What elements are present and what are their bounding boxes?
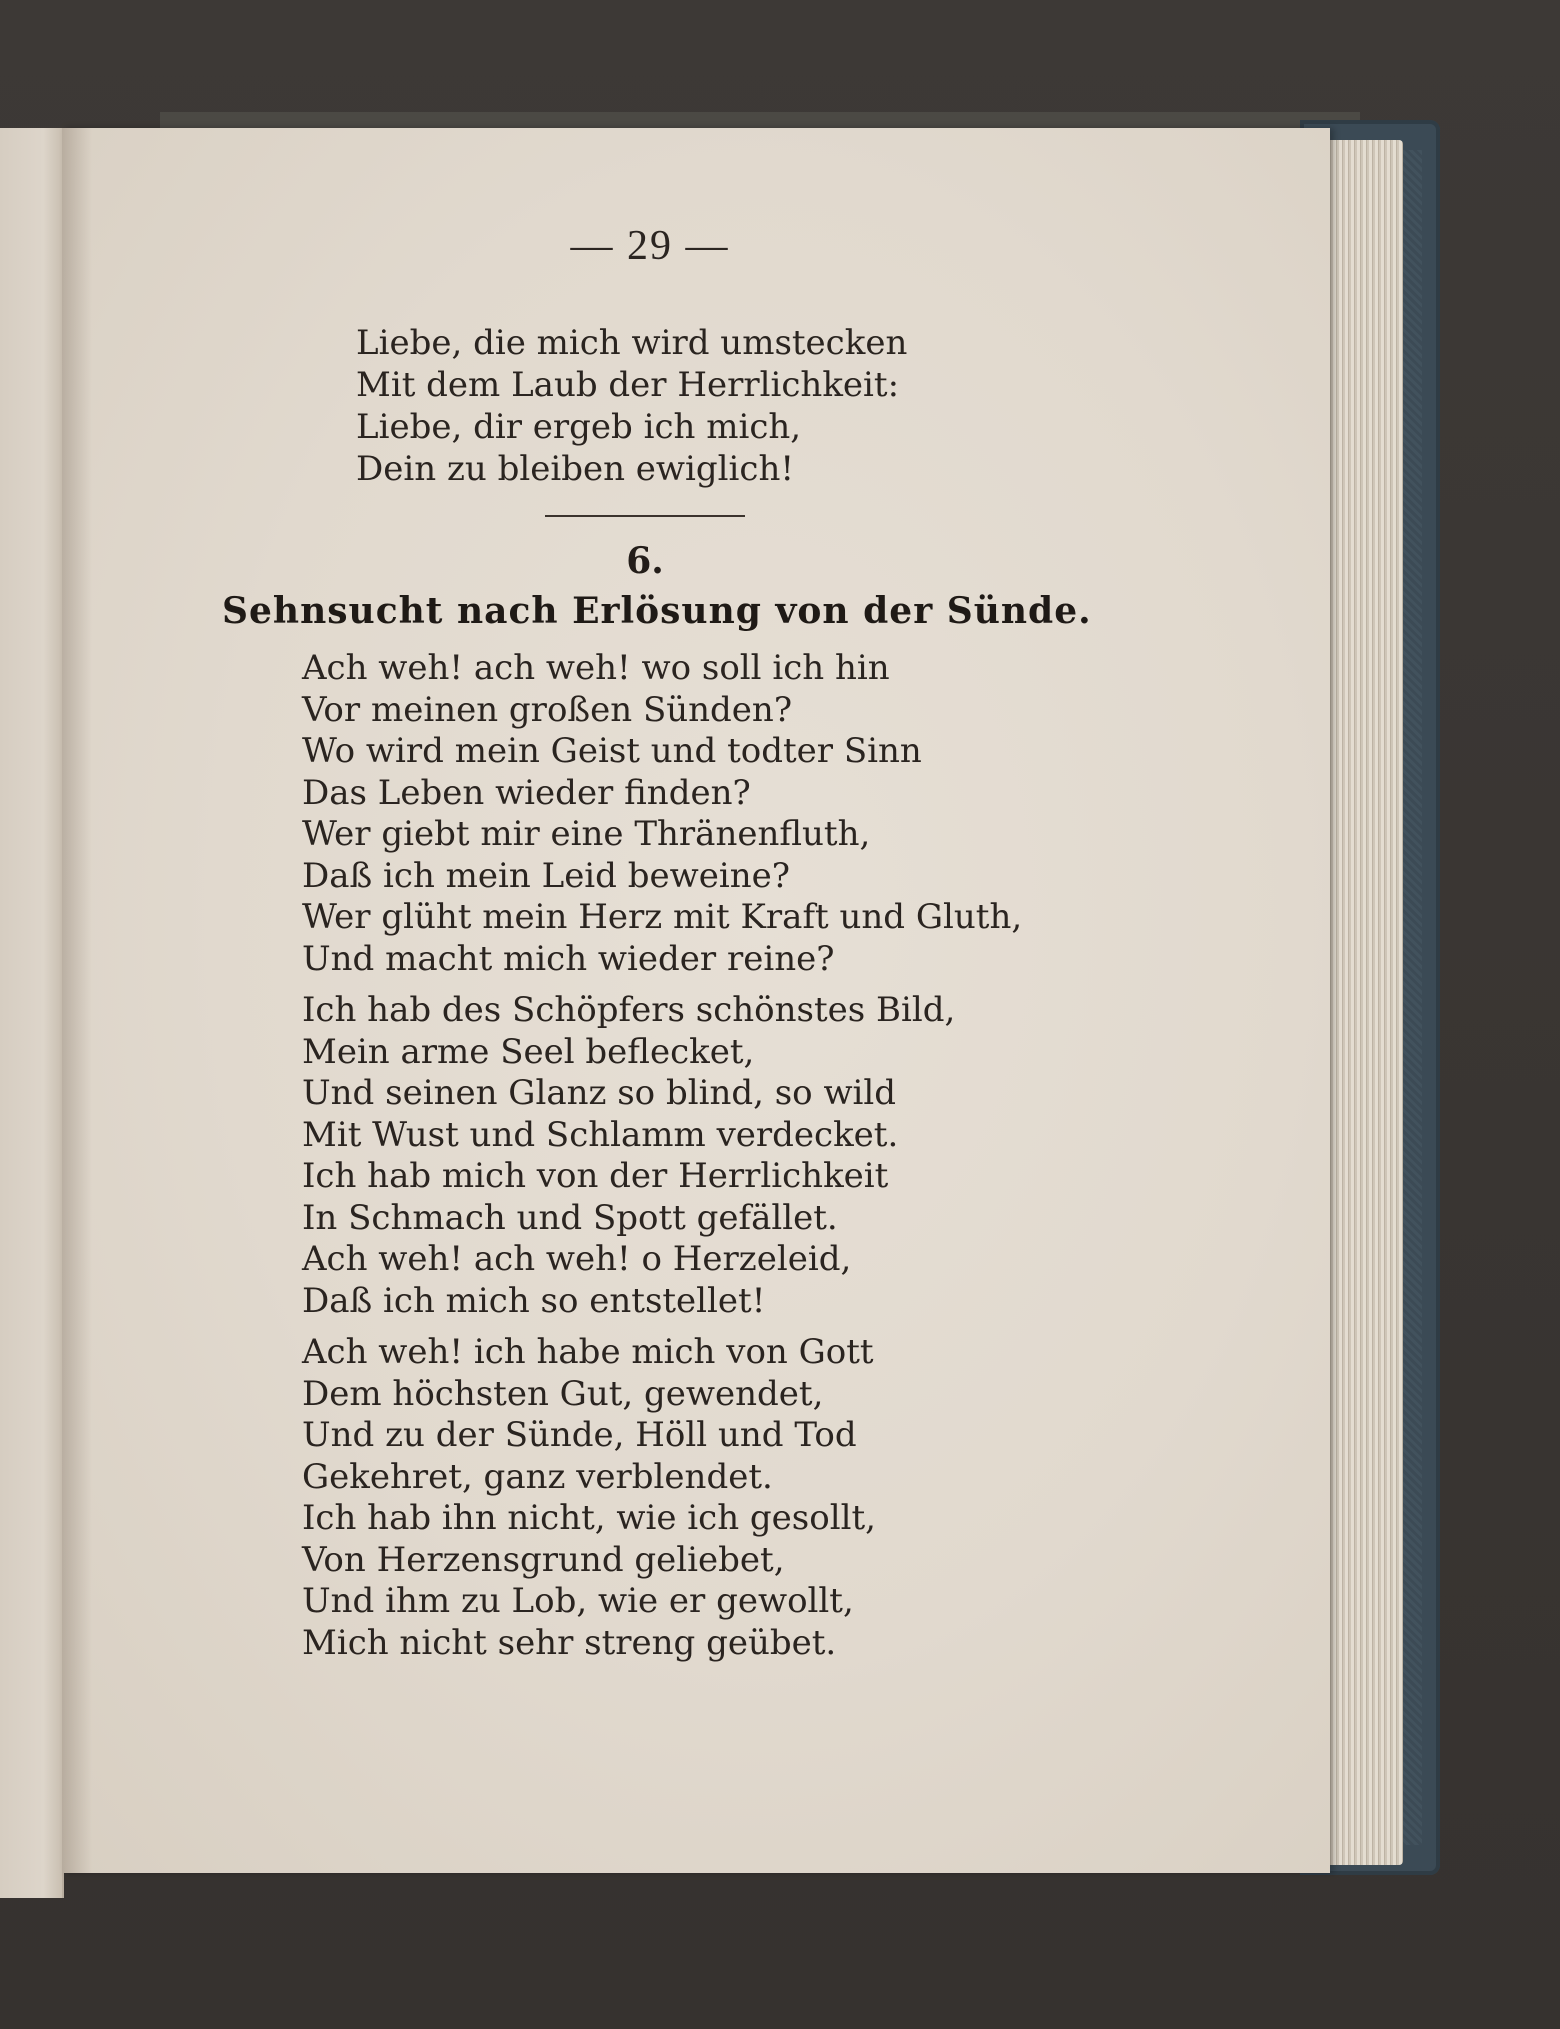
verse-line: Dem höchsten Gut, gewendet, xyxy=(302,1373,824,1414)
stanza xyxy=(302,1332,1022,1664)
verse-line: Das Leben wieder finden? xyxy=(302,772,751,813)
verse-line: Wer glüht mein Herz mit Kraft und Gluth, xyxy=(302,897,1023,937)
verse-line: Wer giebt mir eine Thränenfluth, xyxy=(302,814,871,854)
verse-line: Mich nicht sehr streng geübet. xyxy=(302,1622,837,1663)
poem xyxy=(302,648,1022,1674)
verse-line: Dein zu bleiben ewiglich! xyxy=(356,449,795,489)
facing-page xyxy=(0,128,64,1898)
verse-line: Ach weh! ich habe mich von Gott xyxy=(302,1332,874,1372)
section-divider xyxy=(545,515,745,517)
page-number: — 29 — xyxy=(570,223,730,269)
verse-line: Ich hab des Schöpfers schönstes Bild, xyxy=(302,990,956,1030)
verse-line: Wo wird mein Geist und todter Sinn xyxy=(302,731,922,771)
verse-line: Liebe, dir ergeb ich mich, xyxy=(356,407,802,447)
verse-line: Daß ich mein Leid beweine? xyxy=(302,855,790,896)
verse-line: Ich hab mich von der Herrlichkeit xyxy=(302,1156,889,1196)
verse-line: Ich hab ihn nicht, wie ich gesollt, xyxy=(302,1498,876,1538)
stanza xyxy=(302,990,1022,1322)
gutter-shadow xyxy=(62,128,92,1873)
verse-line: Und seinen Glanz so blind, so wild xyxy=(302,1073,897,1113)
verse-line: Und macht mich wieder reine? xyxy=(302,938,835,979)
verse-line: Von Herzensgrund geliebet, xyxy=(302,1539,785,1580)
opening-stanza xyxy=(356,322,907,490)
verse-line: Und ihm zu Lob, wie er gewollt, xyxy=(302,1581,854,1621)
verse-line: Mein arme Seel beflecket, xyxy=(302,1031,755,1072)
verse-line: Vor meinen großen Sünden? xyxy=(302,689,793,730)
verse-line: Und zu der Sünde, Höll und Tod xyxy=(302,1415,857,1455)
verse-line: Mit Wust und Schlamm verdecket. xyxy=(302,1114,899,1155)
page-stack-edges xyxy=(1325,140,1403,1865)
verse-line: Ach weh! ach weh! wo soll ich hin xyxy=(302,648,890,688)
verse-line: Gekehret, ganz verblendet. xyxy=(302,1456,773,1497)
section-title: Sehnsucht nach Erlösung von der Sünde. xyxy=(222,590,1092,632)
stanza xyxy=(302,648,1022,980)
verse-line: Ach weh! ach weh! o Herzeleid, xyxy=(302,1239,852,1279)
verse-line: In Schmach und Spott gefället. xyxy=(302,1197,838,1238)
verse-line: Liebe, die mich wird umstecken xyxy=(356,323,908,363)
section-number: 6. xyxy=(626,540,664,582)
verse-line: Mit dem Laub der Herrlichkeit: xyxy=(356,365,900,405)
verse-line: Daß ich mich so entstellet! xyxy=(302,1280,766,1321)
